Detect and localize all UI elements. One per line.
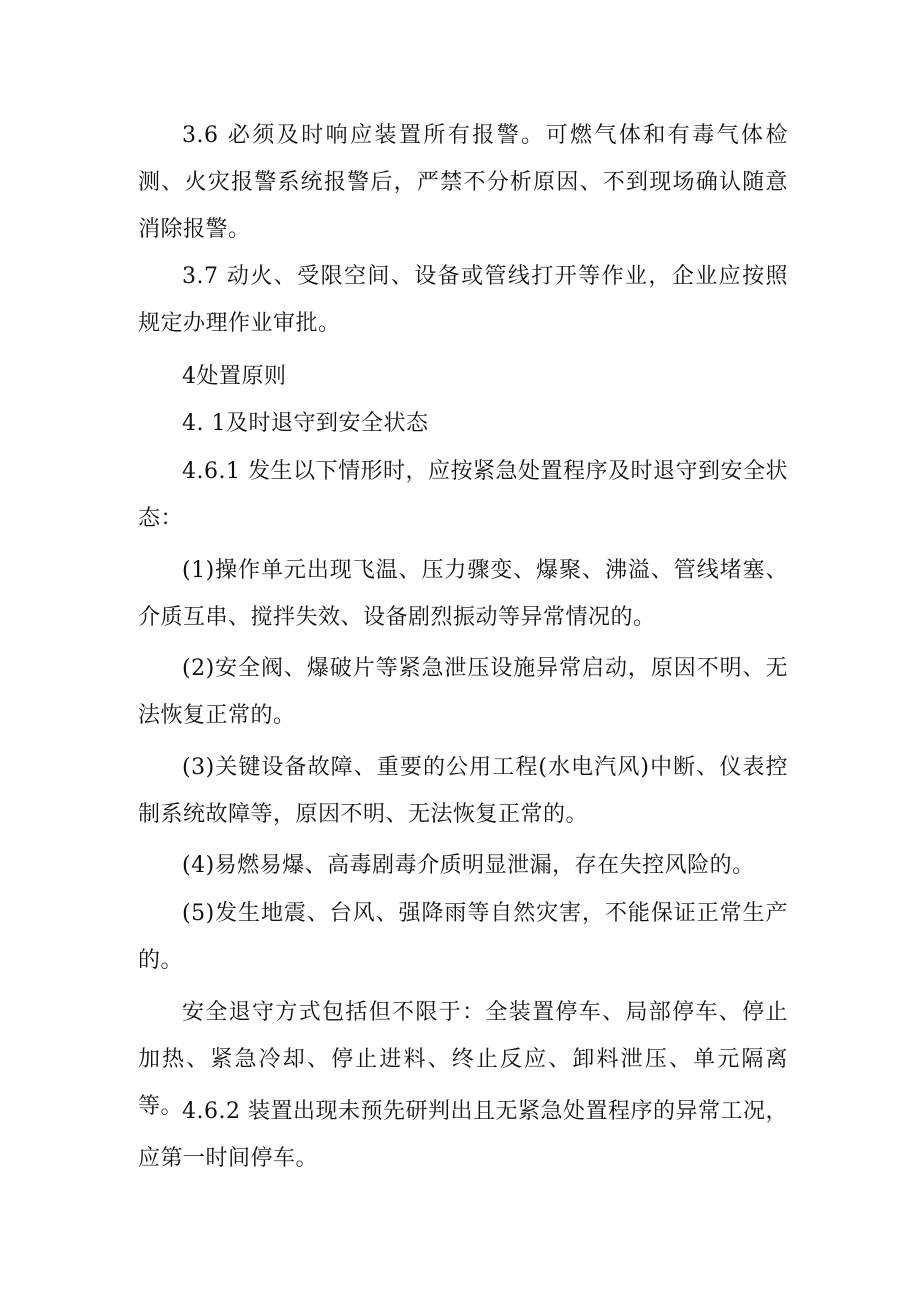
list-item-4: (4)易燃易爆、高毒剧毒介质明显泄漏，存在失控风险的。 — [182, 853, 755, 878]
list-item-2: (2)安全阀、爆破片等紧急泄压设施异常启动，原因不明、无法恢复正常的。 — [138, 656, 788, 728]
list-item-3: (3)关键设备故障、重要的公用工程(水电汽风)中断、仪表控制系统故障等，原因不明、无法恢复正常的。 — [138, 755, 788, 827]
subsection-heading-4-1: 4. 1及时退守到安全状态 — [182, 411, 429, 436]
paragraph-3-7: 3.7 动火、受限空间、设备或管线打开等作业，企业应按照规定办理作业审批。 — [138, 264, 788, 336]
section-heading-4: 4处置原则 — [182, 364, 287, 389]
paragraph-safe-retreat-methods: 安全退守方式包括但不限于：全装置停车、局部停车、停止加热、紧急冷却、停止进料、终止反应、卸料泄压、单元隔离等。 — [138, 1000, 788, 1119]
paragraph-4-6-2: 4.6.2 装置出现未预先研判出且无紧急处置程序的异常工况，应第一时间停车。 — [138, 1099, 788, 1171]
list-item-5: (5)发生地震、台风、强降雨等自然灾害，不能保证正常生产的。 — [138, 901, 788, 973]
paragraph-3-6: 3.6 必须及时响应装置所有报警。可燃气体和有毒气体检测、火灾报警系统报警后，严禁不分析原因、不到现场确认随意消除报警。 — [138, 123, 788, 242]
paragraph-4-6-1: 4.6.1 发生以下情形时，应按紧急处置程序及时退守到安全状态： — [138, 459, 788, 531]
list-item-1: (1)操作单元出现飞温、压力骤变、爆聚、沸溢、管线堵塞、介质互串、搅拌失效、设备剧烈振动等异常情况的。 — [138, 558, 788, 630]
